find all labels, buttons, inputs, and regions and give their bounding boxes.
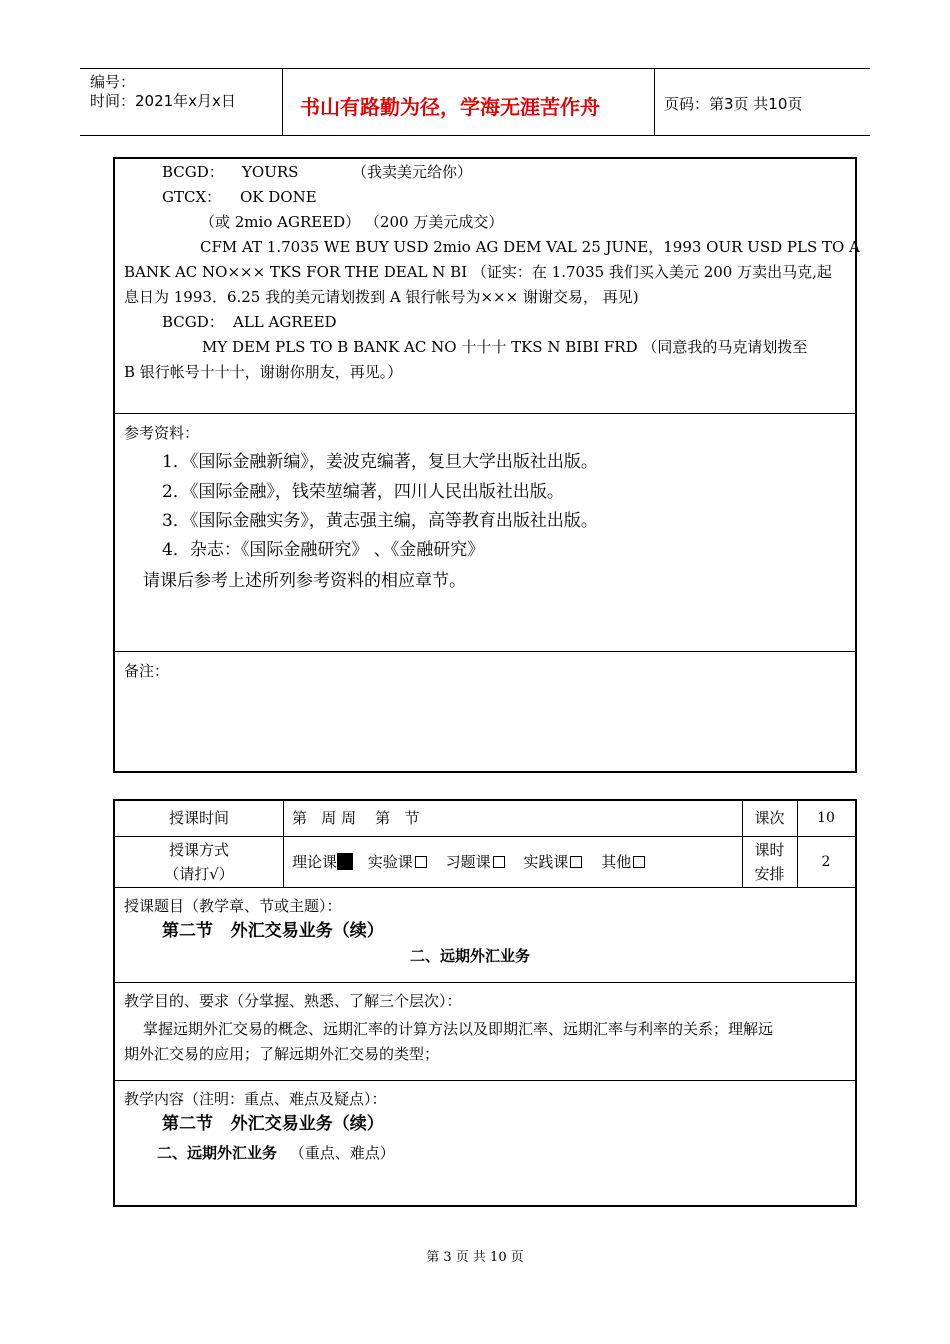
dialogue-text: YOURS	[242, 163, 299, 181]
section-divider	[115, 651, 855, 652]
content-label: 教学内容（注明：重点、难点及疑点）：	[124, 1090, 387, 1108]
checkbox-icon[interactable]	[415, 856, 427, 868]
table-col-rule	[283, 801, 284, 887]
references-label: 参考资料：	[124, 424, 200, 442]
dialogue-text: 息日为 1993．6.25 我的美元请划拨到 A 银行帐号为××× 谢谢交易， 再见)	[124, 288, 639, 306]
checkbox-icon[interactable]	[633, 856, 645, 868]
table-rule	[115, 1080, 855, 1081]
topic-section: 第二节 外汇交易业务（续）	[162, 921, 384, 941]
goals-label: 教学目的、要求（分掌握、熟悉、了解三个层次）：	[124, 992, 462, 1010]
hours-value: 2	[821, 854, 831, 870]
checkbox-icon[interactable]	[493, 856, 505, 868]
method-theory: 理论课	[292, 853, 338, 871]
content-subtitle-line	[157, 1141, 395, 1166]
session-value: 10	[817, 810, 835, 826]
speaker-bcgd: BCGD：	[162, 313, 224, 331]
method-lab: 实验课	[367, 853, 413, 871]
dialogue-note: （我卖美元给你）	[352, 163, 473, 181]
header-bottom-rule	[80, 135, 870, 136]
hours-label-line: 安排	[754, 865, 785, 883]
dialogue-text: MY DEM PLS TO B BANK AC NO 十十十 TKS N BIBI FRD （同意我的马克请划拨至	[202, 338, 808, 356]
table-rule	[115, 887, 855, 888]
topic-label: 授课题目（教学章、节或主题）：	[124, 897, 342, 915]
hours-label-line: 课时	[754, 841, 785, 859]
header-divider	[282, 68, 283, 136]
dialogue-text: BANK AC NO××× TKS FOR THE DEAL N BI （证实：在 1.7035 我们买入美元 200 万卖出马克,起	[124, 263, 832, 281]
topic-subtitle: 二、远期外汇业务	[410, 947, 531, 965]
content-subtitle: 二、远期外汇业务	[157, 1144, 278, 1162]
goals-text: 期外汇交易的应用；了解远期外汇交易的类型；	[124, 1045, 440, 1063]
section-divider	[115, 413, 855, 414]
checked-box-icon[interactable]	[337, 853, 353, 870]
dialogue-text: ALL AGREED	[233, 313, 337, 331]
dialogue-text: CFM AT 1.7035 WE BUY USD 2mio AG DEM VAL 25 JUNE，1993 OUR USD PLS TO A	[200, 238, 860, 256]
remarks-label: 备注：	[124, 662, 170, 680]
speaker-gtcx: GTCX：	[162, 188, 222, 206]
dialogue-text: B 银行帐号十十十，谢谢你朋友，再见。）	[124, 363, 403, 381]
method-practice: 实践课	[523, 853, 569, 871]
content-section: 第二节 外汇交易业务（续）	[162, 1114, 384, 1134]
method-other: 其他	[601, 853, 632, 871]
header-top-rule	[80, 68, 870, 69]
doc-number-label: 编号：	[90, 73, 136, 91]
table-rule	[115, 836, 855, 837]
method-exercise: 习题课	[445, 853, 491, 871]
reference-item: 2．《国际金融》，钱荣堃编著，四川人民出版社出版。	[162, 482, 564, 502]
reference-item: 3．《国际金融实务》，黄志强主编，高等教育出版社出版。	[162, 511, 598, 531]
dialogue-text: OK DONE	[240, 188, 317, 206]
reference-item: 1．《国际金融新编》，姜波克编著，复旦大学出版社出版。	[162, 452, 598, 472]
dialogue-text: （或 2mio AGREED） （200 万美元成交）	[200, 213, 504, 231]
hours-label	[742, 838, 797, 886]
method-label-line: （请打√）	[164, 865, 234, 883]
doc-time-label: 时间：2021年x月x日	[90, 92, 236, 110]
checkbox-icon[interactable]	[570, 856, 582, 868]
time-label: 授课时间	[168, 809, 229, 827]
method-label	[115, 838, 283, 886]
header-divider	[654, 68, 655, 136]
goals-text: 掌握远期外汇交易的概念、远期汇率的计算方法以及即期汇率、远期汇率与利率的关系；理解远	[143, 1020, 774, 1038]
table-rule	[115, 982, 855, 983]
method-label-line: 授课方式	[168, 841, 229, 859]
session-label: 课次	[754, 809, 785, 827]
reference-item: 4．杂志：《国际金融研究》 、《金融研究》	[162, 540, 485, 560]
header-page-code: 页码：第3页 共10页	[664, 95, 803, 113]
header-motto: 书山有路勤为径，学海无涯苦作舟	[300, 95, 600, 119]
method-options	[292, 850, 645, 875]
speaker-bcgd: BCGD：	[162, 163, 224, 181]
footer-page-number: 第 3 页 共 10 页	[426, 1250, 524, 1265]
time-value: 第 周 周 第 节	[292, 809, 420, 827]
content-note: （重点、难点）	[289, 1144, 395, 1162]
references-note: 请课后参考上述所列参考资料的相应章节。	[143, 571, 466, 591]
